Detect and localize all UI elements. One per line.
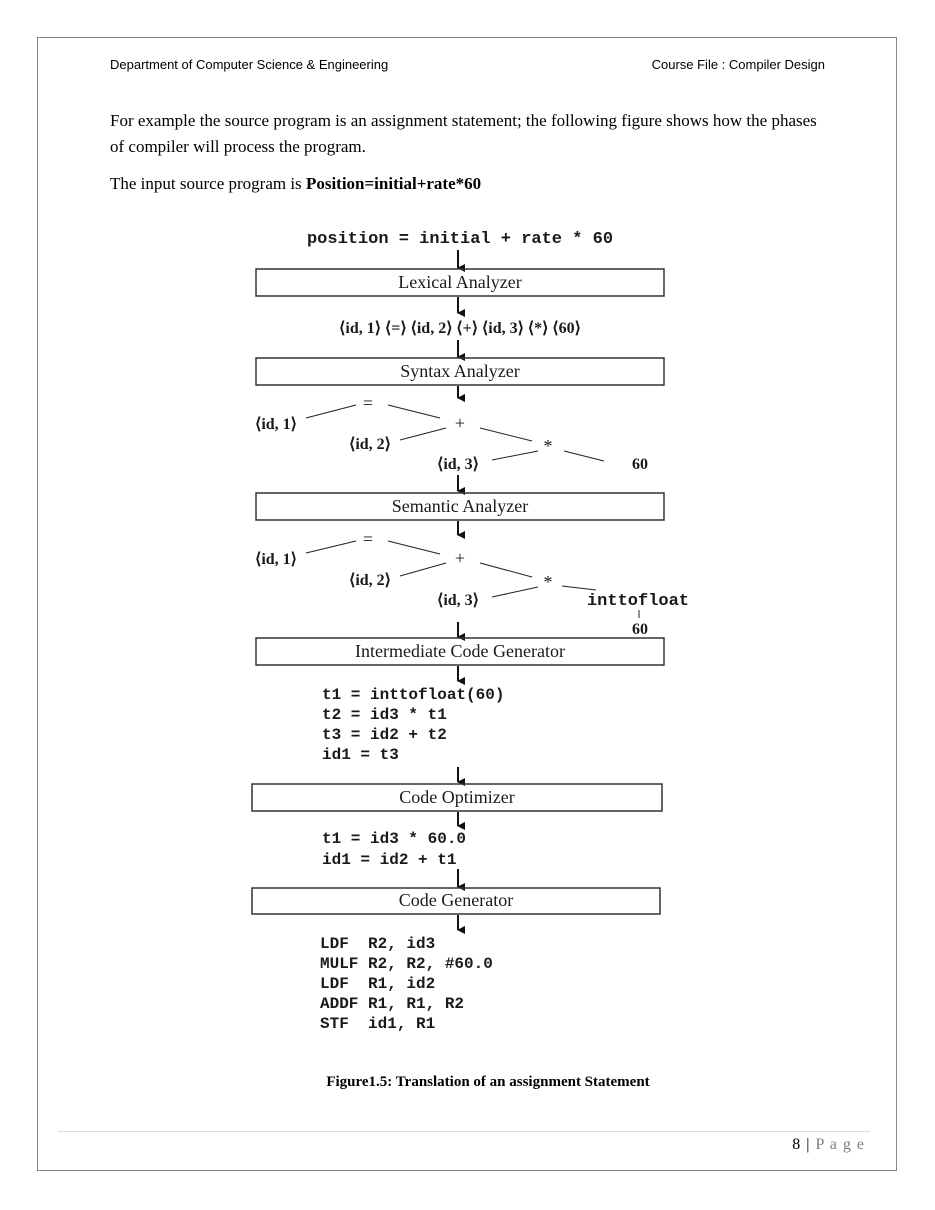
tree-edge bbox=[480, 563, 532, 577]
code-generator-label: Code Generator bbox=[398, 890, 514, 910]
target-code bbox=[320, 935, 493, 1033]
code-line: t1 = id3 * 60.0 bbox=[322, 830, 467, 848]
tree-node-plus: + bbox=[454, 413, 466, 433]
header-department: Department of Computer Science & Engineering bbox=[110, 57, 389, 72]
tree-edge bbox=[564, 451, 604, 461]
tree-edge bbox=[400, 428, 446, 440]
tree-edge bbox=[388, 405, 440, 418]
annotated-syntax-tree bbox=[255, 529, 689, 638]
code-line: id1 = id2 + t1 bbox=[322, 851, 457, 869]
tree-node-id1: ⟨id, 1⟩ bbox=[255, 551, 297, 568]
page-number: 8 bbox=[792, 1136, 802, 1153]
footer-divider bbox=[58, 1131, 870, 1132]
token-stream: ⟨id, 1⟩ ⟨=⟩ ⟨id, 2⟩ ⟨+⟩ ⟨id, 3⟩ ⟨*⟩ ⟨60⟩ bbox=[339, 320, 581, 337]
tree-node-inttofloat: inttofloat bbox=[586, 592, 690, 611]
optimized-code bbox=[322, 830, 466, 869]
tree-node-60: 60 bbox=[632, 621, 648, 638]
asm-line: ADDF R1, R1, R2 bbox=[320, 995, 465, 1013]
source-statement: position = initial + rate * 60 bbox=[306, 230, 614, 249]
tree-edge bbox=[400, 563, 446, 576]
asm-line: LDF R2, id3 bbox=[320, 935, 436, 953]
tree-node-plus: + bbox=[454, 548, 466, 568]
code-line: id1 = t3 bbox=[322, 746, 399, 764]
input-program-prefix: The input source program is bbox=[110, 174, 306, 193]
code-line: t3 = id2 + t2 bbox=[322, 726, 447, 744]
tree-node-assign: = bbox=[362, 529, 374, 549]
page-label: P a g e bbox=[815, 1136, 865, 1153]
asm-line: STF id1, R1 bbox=[320, 1015, 436, 1033]
syntax-analyzer-label: Syntax Analyzer bbox=[400, 361, 520, 381]
tree-node-id3: ⟨id, 3⟩ bbox=[437, 592, 479, 609]
tree-edge bbox=[492, 587, 538, 597]
code-optimizer-label: Code Optimizer bbox=[399, 787, 515, 807]
semantic-analyzer-label: Semantic Analyzer bbox=[391, 496, 529, 516]
code-line: t1 = inttofloat(60) bbox=[322, 686, 505, 704]
asm-line: LDF R1, id2 bbox=[320, 975, 436, 993]
tree-edge bbox=[306, 541, 356, 553]
tree-edge bbox=[480, 428, 532, 441]
tree-node-assign: = bbox=[362, 393, 374, 413]
tree-node-times: * bbox=[543, 436, 553, 456]
intermediate-code bbox=[322, 686, 504, 764]
tree-edge bbox=[562, 586, 596, 590]
syntax-tree bbox=[255, 393, 648, 473]
tree-node-times: * bbox=[543, 572, 553, 592]
page-separator: | bbox=[806, 1136, 811, 1153]
tree-edge bbox=[388, 541, 440, 554]
tree-node-id3: ⟨id, 3⟩ bbox=[437, 456, 479, 473]
lexical-analyzer-label: Lexical Analyzer bbox=[398, 272, 522, 292]
tree-edge bbox=[306, 405, 356, 418]
tree-node-60: 60 bbox=[632, 456, 648, 473]
page-footer bbox=[792, 1136, 865, 1154]
asm-line: MULF R2, R2, #60.0 bbox=[320, 955, 493, 973]
tree-node-id2: ⟨id, 2⟩ bbox=[349, 436, 391, 453]
tree-node-id1: ⟨id, 1⟩ bbox=[255, 416, 297, 433]
tree-edge bbox=[492, 451, 538, 460]
tree-node-id2: ⟨id, 2⟩ bbox=[349, 572, 391, 589]
input-program-text: Position=initial+rate*60 bbox=[305, 174, 482, 193]
intro-paragraph: For example the source program is an assignment statement; the following figure shows how the phases of compiler will process the program. bbox=[110, 111, 817, 156]
intermediate-code-generator-label: Intermediate Code Generator bbox=[355, 641, 565, 661]
code-line: t2 = id3 * t1 bbox=[322, 706, 447, 724]
header-course-file: Course File : Compiler Design bbox=[651, 57, 825, 72]
figure-caption: Figure1.5: Translation of an assignment Statement bbox=[326, 1074, 650, 1090]
